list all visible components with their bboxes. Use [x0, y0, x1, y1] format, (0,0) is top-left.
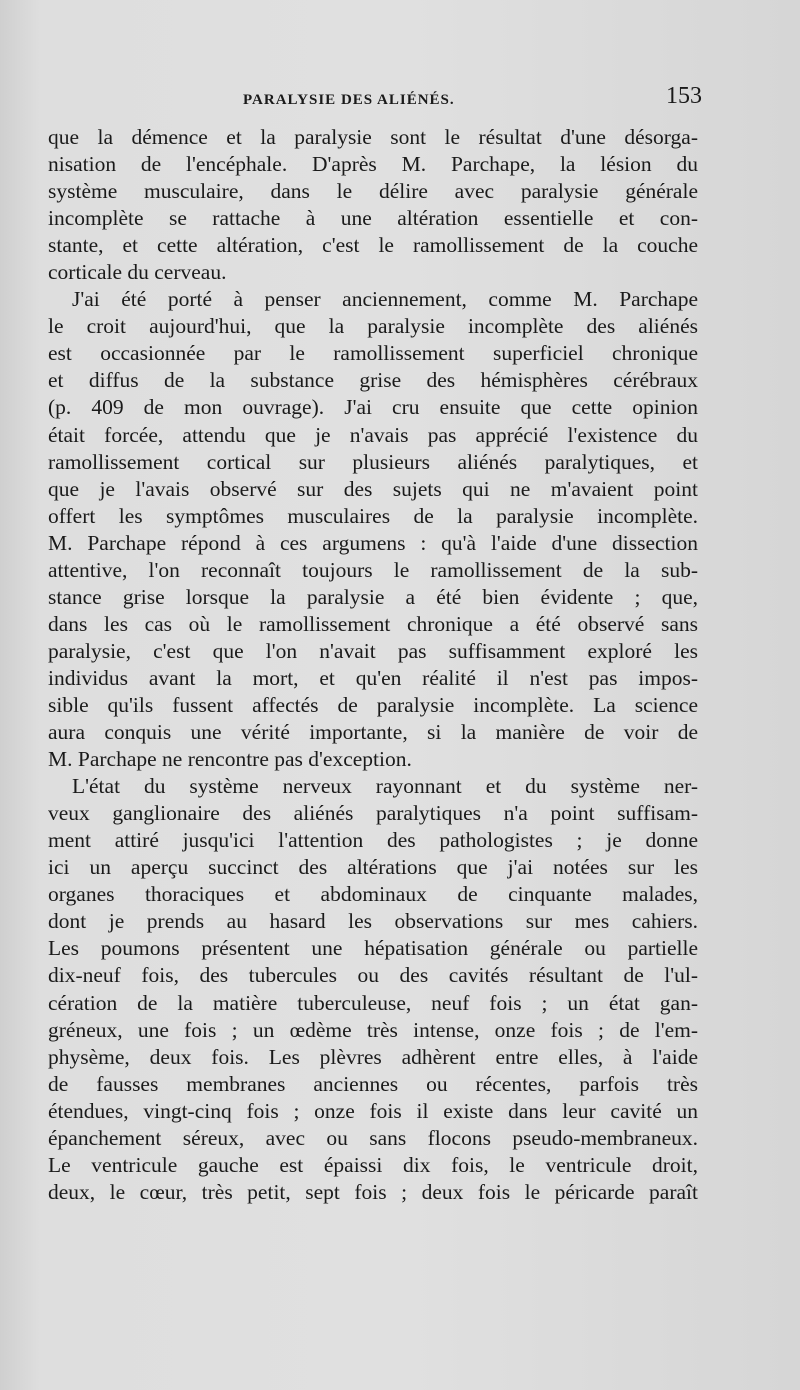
- text-line: ramollissement cortical sur plusieurs aliénés paralytiques, et: [48, 449, 698, 474]
- text-line: offert les symptômes musculaires de la paralysie incomplète.: [48, 503, 698, 528]
- text-line: épanchement séreux, avec ou sans flocons pseudo-membraneux.: [48, 1125, 698, 1150]
- text-line: deux, le cœur, très petit, sept fois ; deux fois le péricarde paraît: [48, 1179, 698, 1204]
- text-line: individus avant la mort, et qu'en réalité il n'est pas impos-: [48, 665, 698, 690]
- text-line: dont je prends au hasard les observations sur mes cahiers.: [48, 909, 698, 934]
- text-line: est occasionnée par le ramollissement superficiel chronique: [48, 341, 698, 366]
- text-line: stance grise lorsque la paralysie a été bien évidente ; que,: [48, 584, 698, 609]
- paragraph-first-line: J'ai été porté à penser anciennement, comme M. Parchape: [72, 287, 698, 312]
- page-number: 153: [666, 83, 702, 109]
- text-line: ment attiré jusqu'ici l'attention des pathologistes ; je donne: [48, 828, 698, 853]
- text-line: corticale du cerveau.: [48, 260, 227, 285]
- text-line: incomplète se rattache à une altération essentielle et con-: [48, 206, 698, 231]
- text-line: nisation de l'encéphale. D'après M. Parchape, la lésion du: [48, 152, 698, 177]
- text-line: (p. 409 de mon ouvrage). J'ai cru ensuite que cette opinion: [48, 395, 698, 420]
- text-line: dans les cas où le ramollissement chronique a été observé sans: [48, 611, 698, 636]
- text-line: que je l'avais observé sur des sujets qui ne m'avaient point: [48, 476, 698, 501]
- text-line: paralysie, c'est que l'on n'avait pas suffisamment exploré les: [48, 638, 698, 663]
- text-line: dix-neuf fois, des tubercules ou des cavités résultant de l'ul-: [48, 963, 698, 988]
- text-line: était forcée, attendu que je n'avais pas apprécié l'existence du: [48, 422, 698, 447]
- text-line: aura conquis une vérité importante, si la manière de voir de: [48, 720, 698, 745]
- text-line: veux ganglionaire des aliénés paralytiques n'a point suffisam-: [48, 801, 698, 826]
- text-line: organes thoraciques et abdominaux de cinquante malades,: [48, 882, 698, 907]
- text-line: sible qu'ils fussent affectés de paralysie incomplète. La science: [48, 692, 698, 717]
- text-line: Le ventricule gauche est épaissi dix fois, le ventricule droit,: [48, 1152, 698, 1177]
- text-line: stante, et cette altération, c'est le ramollissement de la couche: [48, 233, 698, 258]
- text-line: M. Parchape répond à ces argumens : qu'à l'aide d'une dissection: [48, 530, 698, 555]
- text-line: système musculaire, dans le délire avec paralysie générale: [48, 179, 698, 204]
- text-line: M. Parchape ne rencontre pas d'exception.: [48, 747, 412, 772]
- paragraph-first-line: L'état du système nerveux rayonnant et du système ner-: [72, 774, 698, 799]
- page-body-text: [48, 124, 698, 1206]
- text-line: étendues, vingt-cinq fois ; onze fois il existe dans leur cavité un: [48, 1098, 698, 1123]
- text-line: physème, deux fois. Les plèvres adhèrent entre elles, à l'aide: [48, 1044, 698, 1069]
- page-header: [48, 80, 702, 120]
- running-title: PARALYSIE DES ALIÉNÉS.: [243, 92, 455, 108]
- text-line: Les poumons présentent une hépatisation générale ou partielle: [48, 936, 698, 961]
- text-line: gréneux, une fois ; un œdème très intense, onze fois ; de l'em-: [48, 1017, 698, 1042]
- text-line: le croit aujourd'hui, que la paralysie incomplète des aliénés: [48, 314, 698, 339]
- text-line: de fausses membranes anciennes ou récentes, parfois très: [48, 1071, 698, 1096]
- text-line: cération de la matière tuberculeuse, neuf fois ; un état gan-: [48, 990, 698, 1015]
- text-line: ici un aperçu succinct des altérations que j'ai notées sur les: [48, 855, 698, 880]
- text-line: et diffus de la substance grise des hémisphères cérébraux: [48, 368, 698, 393]
- text-line: attentive, l'on reconnaît toujours le ramollissement de la sub-: [48, 557, 698, 582]
- text-line: que la démence et la paralysie sont le résultat d'une désorga-: [48, 125, 698, 149]
